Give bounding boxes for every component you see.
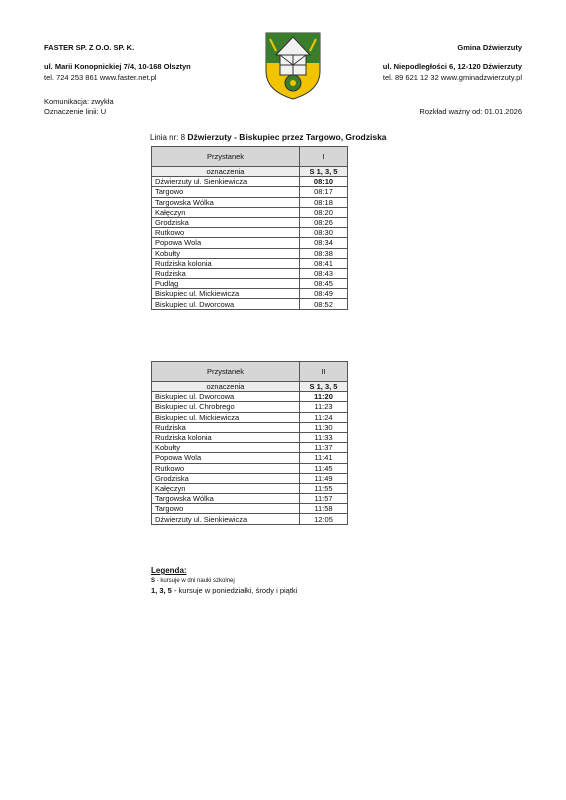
departure-time: 08:10 [300,177,348,187]
column-header-course: I [300,147,348,167]
table-row [152,289,348,299]
departure-time: 08:43 [300,268,348,278]
gmina-contact: tel. 89 621 12 32 www.gminadzwierzuty.pl [382,73,522,82]
departure-time: 08:41 [300,258,348,268]
stop-name: Rutkowo [152,463,300,473]
table-row [152,392,348,402]
table-row [152,473,348,483]
departure-time: 08:17 [300,187,348,197]
table-row [152,483,348,493]
stop-name: Grodziska [152,217,300,227]
timetable-course-1 [151,146,348,310]
stop-name: Targowska Wólka [152,197,300,207]
operator-info [44,42,191,83]
line-title [150,132,387,142]
legend-item-s [151,576,297,586]
oznaczenia-row [152,167,348,177]
departure-time: 11:24 [300,412,348,422]
legend-item-days [151,586,297,596]
table-row [152,268,348,278]
departure-time: 08:38 [300,248,348,258]
operator-contact: tel. 724 253 861 www.faster.net.pl [44,73,157,82]
departure-time: 11:49 [300,473,348,483]
oznaczenia-value: S 1, 3, 5 [300,382,348,392]
column-header-stop: Przystanek [152,147,300,167]
komunikacja-text: Komunikacja: zwykła [44,97,114,106]
oznaczenia-row [152,382,348,392]
validity-date: Rozkład ważny od: 01.01.2026 [419,107,522,116]
stop-name: Biskupiec ul. Mickiewicza [152,412,300,422]
table-row [152,463,348,473]
table-row [152,432,348,442]
table-row [152,207,348,217]
table-row [152,187,348,197]
stop-name: Dźwierzuty ul. Sienkiewicza [152,177,300,187]
departure-time: 11:55 [300,483,348,493]
stop-name: Rudziska [152,268,300,278]
stop-name: Rutkowo [152,228,300,238]
departure-time: 11:41 [300,453,348,463]
oznaczenie-linii-text: Oznaczenie linii: U [44,107,107,116]
line-route: Dźwierzuty - Biskupiec przez Targowo, Grodziska [187,132,387,142]
oznaczenia-label: oznaczenia [152,382,300,392]
oznaczenia-label: oznaczenia [152,167,300,177]
table-row [152,258,348,268]
departure-time: 11:45 [300,463,348,473]
stop-name: Kobułty [152,248,300,258]
table-row [152,248,348,258]
departure-time: 11:23 [300,402,348,412]
legend-text-s: - kursuje w dni nauki szkolnej [155,578,235,584]
operator-address: ul. Marii Konopnickiej 7/4, 10-168 Olsztyn [44,62,191,71]
departure-time: 11:57 [300,494,348,504]
stop-name: Targowo [152,504,300,514]
table-row [152,422,348,432]
stop-name: Rudziska kolonia [152,432,300,442]
departure-time: 08:49 [300,289,348,299]
column-header-course: II [300,362,348,382]
departure-time: 08:26 [300,217,348,227]
stop-name: Pudląg [152,279,300,289]
table-row [152,299,348,309]
stop-name: Grodziska [152,473,300,483]
stop-name: Dźwierzuty ul. Sienkiewicza [152,514,300,524]
stop-name: Kobułty [152,443,300,453]
table-row [152,217,348,227]
operator-name: FASTER SP. Z O.O. SP. K. [44,43,135,52]
departure-time: 11:58 [300,504,348,514]
stop-name: Targowska Wólka [152,494,300,504]
stop-name: Kałęczyn [152,483,300,493]
table-row [152,402,348,412]
departure-time: 08:18 [300,197,348,207]
table-row [152,412,348,422]
table-row [152,279,348,289]
departure-time: 11:20 [300,392,348,402]
stop-name: Popowa Wola [152,238,300,248]
departure-time: 11:30 [300,422,348,432]
table-row [152,228,348,238]
stop-name: Biskupiec ul. Dworcowa [152,299,300,309]
departure-time: 08:30 [300,228,348,238]
table-row [152,197,348,207]
table-row [152,504,348,514]
stop-name: Biskupiec ul. Mickiewicza [152,289,300,299]
departure-time: 08:34 [300,238,348,248]
legend-code-days: 1, 3, 5 [151,586,172,595]
stop-name: Targowo [152,187,300,197]
legend-text-days: - kursuje w poniedziałki, środy i piątki [171,586,298,595]
gmina-info [383,42,522,83]
line-number: Linia nr: 8 [150,133,188,142]
departure-time: 12:05 [300,514,348,524]
table-row [152,177,348,187]
stop-name: Popowa Wola [152,453,300,463]
table-row [152,514,348,524]
table-row [152,453,348,463]
line-info [44,97,114,117]
legend-code-s: S [151,578,156,584]
timetable-course-2 [151,361,348,525]
departure-time: 11:33 [300,432,348,442]
coat-of-arms-icon [264,31,322,101]
table-row [152,443,348,453]
stop-name: Biskupiec ul. Chrobrego [152,402,300,412]
legend-title: Legenda: [151,566,187,575]
departure-time: 11:37 [300,443,348,453]
departure-time: 08:52 [300,299,348,309]
table-row [152,494,348,504]
departure-time: 08:45 [300,279,348,289]
legend [151,566,297,596]
stop-name: Biskupiec ul. Dworcowa [152,392,300,402]
column-header-stop: Przystanek [152,362,300,382]
departure-time: 08:20 [300,207,348,217]
table-row [152,238,348,248]
oznaczenia-value: S 1, 3, 5 [300,167,348,177]
gmina-address: ul. Niepodległości 6, 12-120 Dźwierzuty [382,62,522,71]
gmina-name: Gmina Dźwierzuty [457,43,522,52]
stop-name: Kałęczyn [152,207,300,217]
stop-name: Rudziska kolonia [152,258,300,268]
stop-name: Rudziska [152,422,300,432]
